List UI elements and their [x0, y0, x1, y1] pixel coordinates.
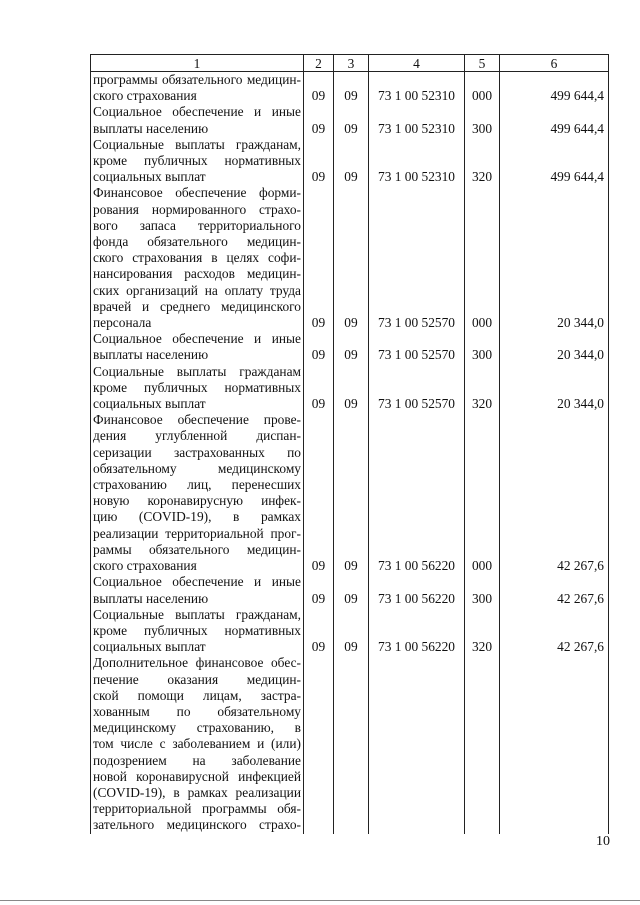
row-name-line: Социальное обеспечение и иные: [93, 104, 301, 120]
row-name-line: раммы обязательного медицин-: [93, 541, 301, 557]
page-bottom-rule: [0, 900, 640, 901]
expense-type-cell: 000: [465, 185, 500, 331]
table-row: [91, 72, 609, 105]
expense-type-cell: 300: [465, 574, 500, 606]
column-header: 6: [500, 55, 609, 72]
amount-cell: 42 267,6: [500, 607, 609, 656]
row-name-line: Финансовое обеспечение прове-: [93, 412, 301, 428]
amount-cell: 42 267,6: [500, 412, 609, 574]
expense-type-cell: [465, 655, 500, 833]
table-row: [91, 364, 609, 413]
row-name-line: Финансовое обеспечение форми-: [93, 185, 301, 201]
razdel-cell: 09: [304, 104, 334, 136]
row-name-line: ского страхования: [93, 88, 197, 104]
row-name-line: реализации территориальной прог-: [93, 525, 301, 541]
row-name-line: Социальные выплаты гражданам,: [93, 136, 301, 152]
podrazdel-cell: 09: [334, 137, 369, 186]
table-row: [91, 412, 609, 574]
row-name-cell: [91, 185, 304, 331]
razdel-cell: [304, 655, 334, 833]
podrazdel-cell: 09: [334, 72, 369, 105]
row-name-cell: [91, 655, 304, 833]
table-row: [91, 655, 609, 833]
row-name-line: страхованию лиц, перенесших: [93, 477, 301, 493]
podrazdel-cell: 09: [334, 364, 369, 413]
target-article-cell: 73 1 00 56220: [369, 574, 465, 606]
row-name-line: новой коронавирусной инфекцией: [93, 768, 301, 784]
expense-type-cell: 320: [465, 137, 500, 186]
razdel-cell: 09: [304, 331, 334, 363]
row-name-cell: [91, 607, 304, 656]
razdel-cell: 09: [304, 72, 334, 105]
row-name-cell: [91, 574, 304, 606]
podrazdel-cell: 09: [334, 412, 369, 574]
row-name-line: Социальные выплаты гражданам: [93, 363, 301, 379]
table-row: [91, 185, 609, 331]
row-name-line: Дополнительное финансовое обес-: [93, 655, 301, 671]
amount-cell: 20 344,0: [500, 331, 609, 363]
row-name-line: выплаты населению: [93, 120, 209, 136]
row-name-line: цию (COVID-19), в рамках: [93, 509, 301, 525]
target-article-cell: 73 1 00 52570: [369, 185, 465, 331]
row-name-line: персонала: [93, 315, 152, 331]
table-body: [91, 72, 609, 834]
target-article-cell: [369, 655, 465, 833]
row-name-line: Социальное обеспечение и иные: [93, 331, 301, 347]
row-name-line: обязательному медицинскому: [93, 460, 301, 476]
amount-cell: 499 644,4: [500, 72, 609, 105]
column-header: 1: [91, 55, 304, 72]
expense-type-cell: 320: [465, 607, 500, 656]
row-name-line: фонда обязательного медицин-: [93, 234, 301, 250]
row-name-cell: [91, 137, 304, 186]
podrazdel-cell: 09: [334, 607, 369, 656]
expense-type-cell: 300: [465, 331, 500, 363]
row-name-line: выплаты населению: [93, 347, 209, 363]
row-name-line: том числе с заболеванием и (или): [93, 736, 301, 752]
row-name-line: новую коронавирусную инфек-: [93, 493, 301, 509]
row-name-line: социальных выплат: [93, 169, 206, 185]
razdel-cell: 09: [304, 185, 334, 331]
row-name-cell: [91, 364, 304, 413]
target-article-cell: 73 1 00 52570: [369, 364, 465, 413]
row-name-line: Социальные выплаты гражданам,: [93, 606, 301, 622]
row-name-line: ского страхования: [93, 558, 197, 574]
row-name-line: ских организаций на оплату труда: [93, 282, 301, 298]
target-article-cell: 73 1 00 52310: [369, 72, 465, 105]
row-name-line: социальных выплат: [93, 396, 206, 412]
row-name-line: рования нормированного страхо-: [93, 201, 301, 217]
row-name-line: Социальное обеспечение и иные: [93, 574, 301, 590]
row-name-cell: [91, 104, 304, 136]
column-header: 4: [369, 55, 465, 72]
row-name-line: зательного медицинского страхо-: [93, 817, 301, 833]
column-header: 3: [334, 55, 369, 72]
amount-cell: 20 344,0: [500, 185, 609, 331]
row-name-line: программы обязательного медицин-: [93, 72, 301, 87]
razdel-cell: 09: [304, 137, 334, 186]
column-header: 5: [465, 55, 500, 72]
table-row: [91, 331, 609, 363]
row-name-line: печение оказания медицин-: [93, 671, 301, 687]
row-name-line: территориальной программы обя-: [93, 801, 301, 817]
expense-type-cell: 320: [465, 364, 500, 413]
row-name-line: (COVID-19), в рамках реализации: [93, 784, 301, 800]
podrazdel-cell: 09: [334, 185, 369, 331]
table-row: [91, 104, 609, 136]
expense-type-cell: 000: [465, 72, 500, 105]
row-name-line: врачей и среднего медицинского: [93, 298, 301, 314]
razdel-cell: 09: [304, 364, 334, 413]
target-article-cell: 73 1 00 56220: [369, 412, 465, 574]
razdel-cell: 09: [304, 574, 334, 606]
razdel-cell: 09: [304, 607, 334, 656]
target-article-cell: 73 1 00 56220: [369, 607, 465, 656]
row-name-line: кроме публичных нормативных: [93, 153, 301, 169]
row-name-cell: [91, 331, 304, 363]
amount-cell: 42 267,6: [500, 574, 609, 606]
row-name-line: нансирования расходов медицин-: [93, 266, 301, 282]
row-name-line: выплаты населению: [93, 590, 209, 606]
budget-table: [90, 54, 609, 834]
target-article-cell: 73 1 00 52570: [369, 331, 465, 363]
target-article-cell: 73 1 00 52310: [369, 104, 465, 136]
row-name-line: кроме публичных нормативных: [93, 379, 301, 395]
table-row: [91, 607, 609, 656]
podrazdel-cell: 09: [334, 104, 369, 136]
row-name-line: кроме публичных нормативных: [93, 622, 301, 638]
row-name-cell: [91, 72, 304, 105]
amount-cell: 20 344,0: [500, 364, 609, 413]
column-header: 2: [304, 55, 334, 72]
page-number: 10: [596, 834, 610, 849]
amount-cell: [500, 655, 609, 833]
row-name-line: хованным по обязательному: [93, 703, 301, 719]
table-row: [91, 574, 609, 606]
row-name-line: ской помощи лицам, застра-: [93, 687, 301, 703]
expense-type-cell: 000: [465, 412, 500, 574]
table-row: [91, 137, 609, 186]
row-name-cell: [91, 412, 304, 574]
row-name-line: вого запаса территориального: [93, 217, 301, 233]
amount-cell: 499 644,4: [500, 137, 609, 186]
row-name-line: подозрением на заболевание: [93, 752, 301, 768]
row-name-line: дения углубленной диспан-: [93, 428, 301, 444]
row-name-line: ского страхования в целях софи-: [93, 250, 301, 266]
row-name-line: серизации застрахованных по: [93, 444, 301, 460]
amount-cell: 499 644,4: [500, 104, 609, 136]
podrazdel-cell: [334, 655, 369, 833]
target-article-cell: 73 1 00 52310: [369, 137, 465, 186]
podrazdel-cell: 09: [334, 331, 369, 363]
razdel-cell: 09: [304, 412, 334, 574]
row-name-line: медицинскому страхованию, в: [93, 720, 301, 736]
table-header-row: [91, 55, 609, 72]
podrazdel-cell: 09: [334, 574, 369, 606]
row-name-line: социальных выплат: [93, 639, 206, 655]
expense-type-cell: 300: [465, 104, 500, 136]
